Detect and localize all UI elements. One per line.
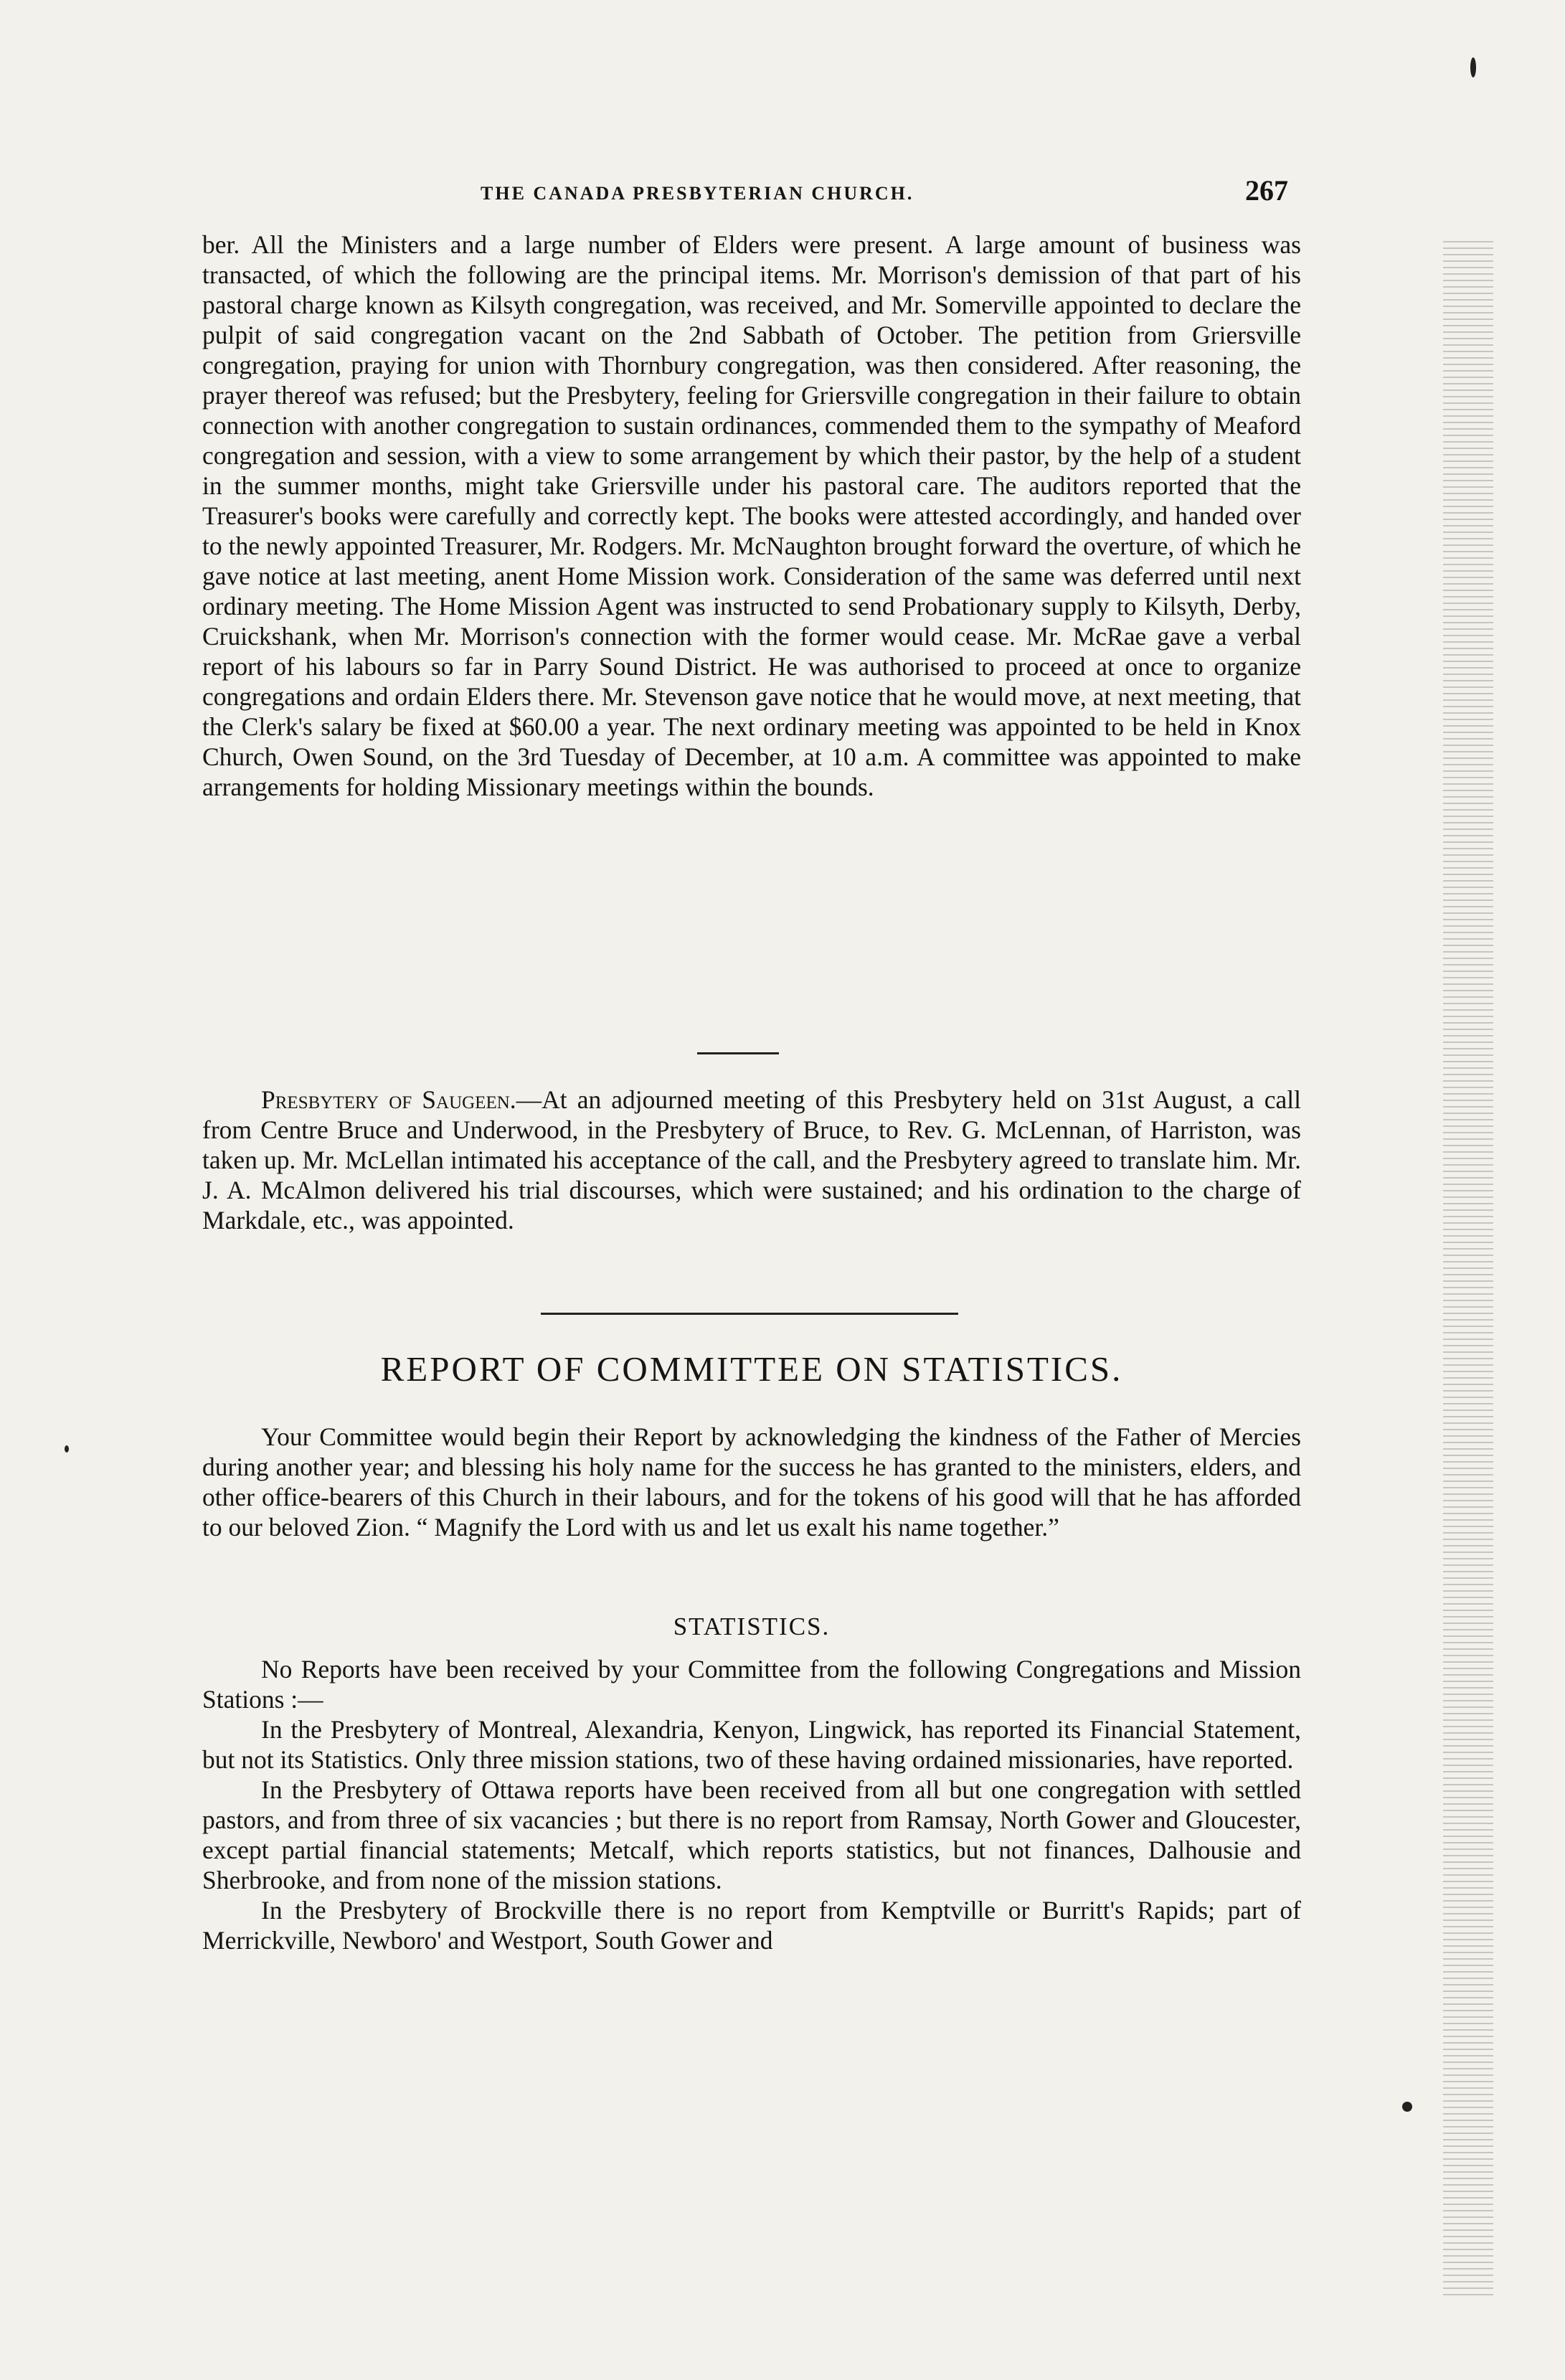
section-divider-short bbox=[697, 1052, 779, 1054]
saugeen-block bbox=[202, 1085, 1301, 1235]
stat-paragraph-4: In the Presbytery of Brockville there is no report from Kemptville or Burritt's Rapids; part of Merrickville, Newboro' and Westport, South Gower and bbox=[202, 1896, 1301, 1955]
statistics-heading: STATISTICS. bbox=[673, 1612, 831, 1640]
section-divider-long bbox=[541, 1313, 958, 1315]
presbytery-minutes-block bbox=[202, 230, 1301, 802]
running-head: THE CANADA PRESBYTERIAN CHURCH. bbox=[481, 183, 914, 204]
scan-speck bbox=[65, 1445, 69, 1453]
stat-paragraph-2: In the Presbytery of Montreal, Alexandria, Kenyon, Lingwick, has reported its Financial Statement, but not its Statistics. Only three mission stations, two of these having ordained missionaries, have reported. bbox=[202, 1715, 1301, 1774]
minutes-paragraph: ber. All the Ministers and a large number of Elders were present. A large amount of business was transacted, of which the following are the principal items. Mr. Morrison's demission of that part of his pastoral charge known as Kilsyth congregation, was received, and Mr. Somerville appointed to declare the pulpit of said congregation vacant on the 2nd Sabbath of October. The petition from Griersville congregation, praying for union with Thornbury congregation, was then considered. After reasoning, the prayer thereof was refused; but the Presbytery, feeling for Griersville congregation in their failure to obtain connection with another congregation to sustain ordinances, commended them to the sympathy of Meaford congregation and session, with a view to some arrangement by which their pastor, by the help of a student in the summer months, might take Griersville under his pastoral care. The auditors reported that the Treasurer's books were carefully and correctly kept. The books were attested accordingly, and handed over to the newly appointed Treasurer, Mr. Rodgers. Mr. McNaughton brought forward the overture, of which he gave notice at last meeting, anent Home Mission work. Consideration of the same was deferred until next ordinary meeting. The Home Mission Agent was instructed to send Probationary supply to Kilsyth, Derby, Cruickshank, when Mr. Morrison's connection with the former would cease. Mr. McRae gave a verbal report of his labours so far in Parry Sound District. He was authorised to proceed at once to organize congregations and ordain Elders there. Mr. Stevenson gave notice that he would move, at next meeting, that the Clerk's salary be fixed at $60.00 a year. The next ordinary meeting was appointed to be held in Knox Church, Owen Sound, on the 3rd Tuesday of December, at 10 a.m. A committee was appointed to make arrangements for holding Missionary meetings within the bounds. bbox=[202, 230, 1301, 801]
report-intro-block bbox=[202, 1422, 1301, 1542]
binding-edge-shadow bbox=[1443, 237, 1493, 2295]
statistics-block bbox=[202, 1654, 1301, 1955]
scan-speck bbox=[1470, 57, 1476, 77]
report-heading: REPORT OF COMMITTEE ON STATISTICS. bbox=[380, 1349, 1123, 1389]
saugeen-text: —At an adjourned meeting of this Presbytery held on 31st August, a call from Centre Bruce and Underwood, in the Presbytery of Bruce, to Rev. G. McLennan, of Harriston, was taken up. Mr. McLellan intimated his acceptance of the call, and the Presbytery agreed to translate him. Mr. J. A. McAlmon delivered his trial discourses, which were sustained; and his ordination to the charge of Markdale, etc., was appointed. bbox=[202, 1085, 1301, 1234]
saugeen-paragraph bbox=[202, 1085, 1301, 1235]
stat-paragraph-1: No Reports have been received by your Committee from the following Congregations and Mission Stations :— bbox=[202, 1655, 1301, 1714]
report-paragraph: Your Committee would begin their Report by acknowledging the kindness of the Father of Mercies during another year; and blessing his holy name for the success he has granted to the ministers, elders, and other office-bearers of this Church in their labours, and for the tokens of his good will that he has afforded to our beloved Zion. “ Magnify the Lord with us and let us exalt his name together.” bbox=[202, 1422, 1301, 1541]
saugeen-lead: Presbytery of Saugeen. bbox=[261, 1085, 516, 1114]
scan-speck bbox=[1402, 2102, 1412, 2112]
stat-paragraph-3: In the Presbytery of Ottawa reports have been received from all but one congregation with settled pastors, and from three of six vacancies ; but there is no report from Ramsay, North Gower and Gloucester, except partial financial statements; Metcalf, which reports statistics, but not finances, Dalhousie and Sherbrooke, and from none of the mission stations. bbox=[202, 1775, 1301, 1894]
page-number: 267 bbox=[1245, 174, 1288, 207]
